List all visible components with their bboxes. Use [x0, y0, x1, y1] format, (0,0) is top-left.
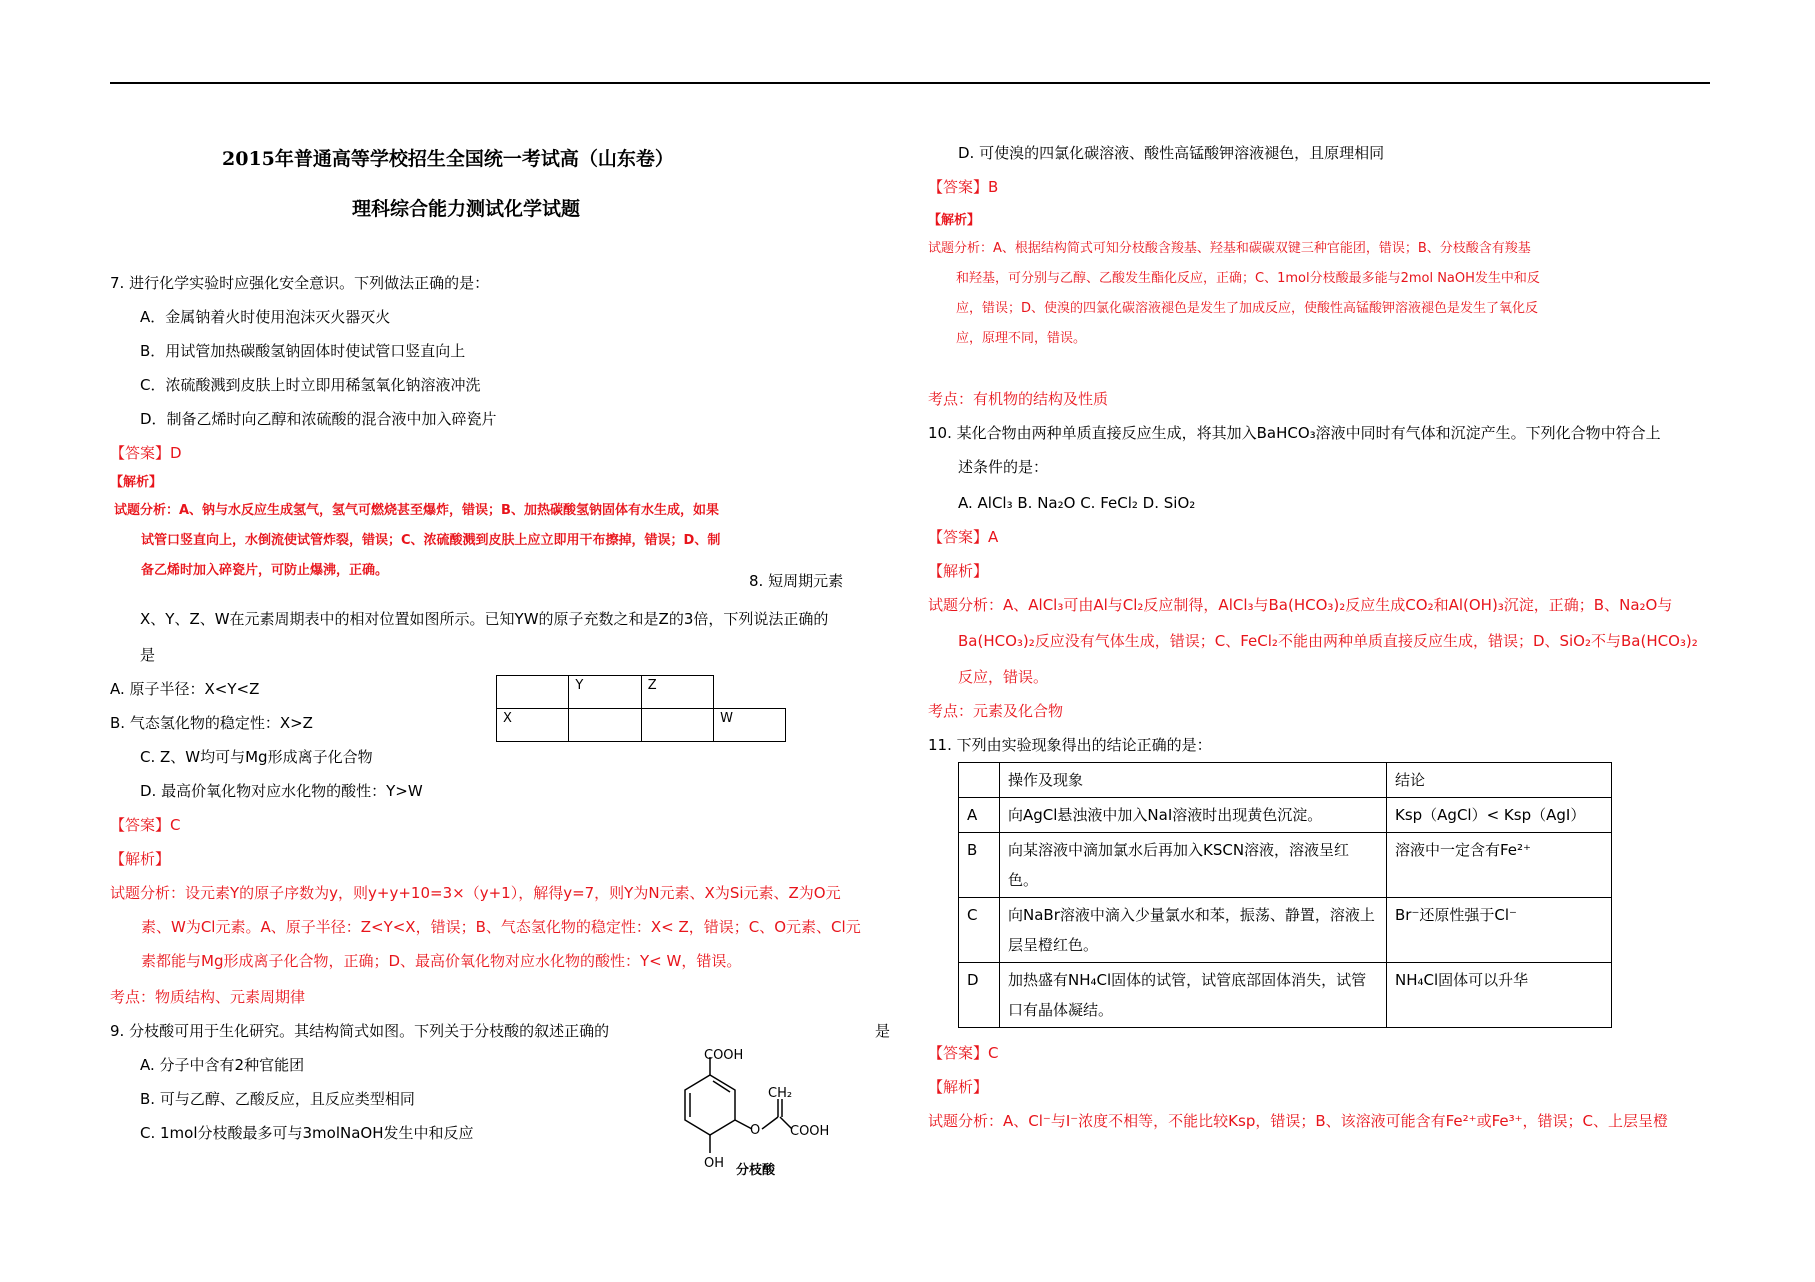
- table-cell: Ksp（AgCl）< Ksp（AgI）: [1387, 798, 1612, 833]
- q9-analysis-4: 应，原理不同，错误。: [956, 331, 1087, 346]
- q10-stem-1: 10. 某化合物由两种单质直接反应生成，将其加入BaHCO₃溶液中同时有气体和沉淀产生。下列化合物中符合上: [928, 424, 1661, 442]
- title-line-1: 2015年普通高等学校招生全国统一考试高（山东卷）: [222, 148, 674, 170]
- q8-stem-3: 是: [140, 646, 156, 664]
- q8-analysis-3: 素都能与Mg形成离子化合物，正确；D、最高价氧化物对应水化物的酸性：Y< W，错误。: [141, 952, 742, 970]
- table-cell: B: [959, 833, 1000, 898]
- q9-option-d: D. 可使溴的四氯化碳溶液、酸性高锰酸钾溶液褪色，且原理相同: [958, 144, 1385, 162]
- q10-answer: 【答案】A: [928, 528, 999, 546]
- table-cell: 向AgCl悬浊液中加入NaI溶液时出现黄色沉淀。: [1000, 798, 1387, 833]
- table-row: [959, 798, 1612, 833]
- struct-oh: OH: [704, 1156, 725, 1171]
- q10-kaodian: 考点：元素及化合物: [928, 702, 1064, 720]
- table-cell: A: [959, 798, 1000, 833]
- q7-option-a: A．金属钠着火时使用泡沫灭火器灭火: [140, 308, 391, 326]
- q9-analysis-3: 应，错误；D、使溴的四氯化碳溶液褪色是发生了加成反应，使酸性高锰酸钾溶液褪色是发生了氧化反: [956, 301, 1539, 316]
- q9-stem-tail: 是: [875, 1022, 891, 1040]
- q10-analysis-2: Ba(HCO₃)₂反应没有气体生成，错误；C、FeCl₂不能由两种单质直接反应生成，错误；D、SiO₂不与Ba(HCO₃)₂: [958, 632, 1698, 650]
- q9-option-b: B. 可与乙醇、乙酸反应，且反应类型相同: [140, 1090, 415, 1108]
- struct-cooh-side: COOH: [790, 1124, 830, 1139]
- header-rule: [110, 82, 1710, 84]
- q10-analysis-3: 反应，错误。: [958, 668, 1049, 686]
- table-header-cell: 操作及现象: [1000, 763, 1387, 798]
- q8-stem-1: 8. 短周期元素: [749, 572, 844, 590]
- q11-answer: 【答案】C: [928, 1044, 999, 1062]
- q7-option-d: D．制备乙烯时向乙醇和浓硫酸的混合液中加入碎瓷片: [140, 410, 497, 428]
- title-line-2: 理科综合能力测试化学试题: [352, 198, 581, 220]
- q11-analysis-label: 【解析】: [928, 1078, 989, 1096]
- q9-option-c: C. 1mol分枝酸最多可与3molNaOH发生中和反应: [140, 1124, 474, 1142]
- table-cell: C: [959, 898, 1000, 963]
- q7-analysis-3: 备乙烯时加入碎瓷片，可防止爆沸，正确。: [141, 563, 389, 578]
- struct-ch2: CH₂: [768, 1086, 793, 1101]
- q8-option-b: B. 气态氢化物的稳定性：X>Z: [110, 714, 313, 732]
- table-header-cell: 结论: [1387, 763, 1612, 798]
- q9-stem: 9. 分枝酸可用于生化研究。其结构简式如图。下列关于分枝酸的叙述正确的: [110, 1022, 610, 1040]
- q8-option-a: A. 原子半径：X<Y<Z: [110, 680, 260, 698]
- q8-kaodian: 考点：物质结构、元素周期律: [110, 988, 306, 1006]
- q7-stem: 7. 进行化学实验时应强化安全意识。下列做法正确的是：: [110, 274, 490, 292]
- grid-cell: [641, 709, 713, 742]
- struct-cooh-top: COOH: [704, 1048, 744, 1063]
- table-row: [959, 833, 1612, 898]
- chorismic-acid-structure: [680, 1045, 850, 1175]
- experiment-table: [958, 762, 1612, 1028]
- q8-option-c: C. Z、W均可与Mg形成离子化合物: [140, 748, 373, 766]
- q11-stem: 11. 下列由实验现象得出的结论正确的是：: [928, 736, 1212, 754]
- q9-option-a: A. 分子中含有2种官能团: [140, 1056, 305, 1074]
- grid-cell: X: [497, 709, 569, 742]
- q9-analysis-1: 试题分析：A、根据结构简式可知分枝酸含羧基、羟基和碳碳双键三种官能团，错误；B、分枝酸含有羧基: [928, 241, 1531, 256]
- table-cell: 向某溶液中滴加氯水后再加入KSCN溶液，溶液呈红色。: [1000, 833, 1387, 898]
- q7-option-b: B．用试管加热碳酸氢钠固体时使试管口竖直向上: [140, 342, 466, 360]
- q9-analysis-label: 【解析】: [928, 213, 981, 228]
- q7-answer: 【答案】D: [110, 444, 182, 462]
- struct-name: 分枝酸: [736, 1163, 776, 1178]
- q9-kaodian: 考点：有机物的结构及性质: [928, 390, 1109, 408]
- q10-analysis-label: 【解析】: [928, 562, 989, 580]
- q8-option-d: D. 最高价氧化物对应水化物的酸性：Y>W: [140, 782, 423, 800]
- table-row: [959, 898, 1612, 963]
- q11-analysis-1: 试题分析：A、Cl⁻与I⁻浓度不相等，不能比较Ksp，错误；B、该溶液可能含有Fe²⁺或Fe³⁺，错误；C、上层呈橙: [928, 1112, 1669, 1130]
- grid-cell: [714, 676, 786, 709]
- table-cell: D: [959, 963, 1000, 1028]
- grid-cell: [497, 676, 569, 709]
- q8-stem-2: X、Y、Z、W在元素周期表中的相对位置如图所示。已知YW的原子充数之和是Z的3倍，下列说法正确的: [140, 610, 829, 628]
- table-cell: 向NaBr溶液中滴入少量氯水和苯，振荡、静置，溶液上层呈橙红色。: [1000, 898, 1387, 963]
- table-row: [959, 963, 1612, 1028]
- table-cell: NH₄Cl固体可以升华: [1387, 963, 1612, 1028]
- q7-analysis-1: 试题分析：A、钠与水反应生成氢气，氢气可燃烧甚至爆炸，错误；B、加热碳酸氢钠固体有水生成，如果: [114, 503, 719, 518]
- q8-answer: 【答案】C: [110, 816, 181, 834]
- q10-options: A. AlCl₃ B. Na₂O C. FeCl₂ D. SiO₂: [958, 494, 1196, 512]
- q7-analysis-2: 试管口竖直向上，水倒流使试管炸裂，错误；C、浓硫酸溅到皮肤上应立即用干布擦掉，错误；D、制: [141, 533, 721, 548]
- grid-cell: W: [714, 709, 786, 742]
- q10-analysis-1: 试题分析：A、AlCl₃可由Al与Cl₂反应制得，AlCl₃与Ba(HCO₃)₂反应生成CO₂和Al(OH)₃沉淀，正确；B、Na₂O与: [928, 596, 1673, 614]
- q7-analysis-label: 【解析】: [110, 475, 163, 490]
- grid-cell: Y: [569, 676, 641, 709]
- grid-cell: [569, 709, 641, 742]
- table-cell: 溶液中一定含有Fe²⁺: [1387, 833, 1612, 898]
- q9-answer: 【答案】B: [928, 178, 999, 196]
- q9-analysis-2: 和羟基，可分别与乙醇、乙酸发生酯化反应，正确；C、1mol分枝酸最多能与2mol NaOH发生中和反: [956, 271, 1540, 286]
- q8-analysis-1: 试题分析：设元素Y的原子序数为y，则y+y+10=3×（y+1），解得y=7，则Y为N元素、X为Si元素、Z为O元: [110, 884, 841, 902]
- q8-analysis-2: 素、W为Cl元素。A、原子半径：Z<Y<X，错误；B、气态氢化物的稳定性：X< Z，错误；C、O元素、Cl元: [141, 918, 861, 936]
- q7-option-c: C．浓硫酸溅到皮肤上时立即用稀氢氧化钠溶液冲洗: [140, 376, 481, 394]
- q10-stem-2: 述条件的是：: [958, 458, 1049, 476]
- q8-analysis-label: 【解析】: [110, 850, 171, 868]
- table-header-cell: [959, 763, 1000, 798]
- grid-cell: Z: [641, 676, 713, 709]
- table-cell: Br⁻还原性强于Cl⁻: [1387, 898, 1612, 963]
- periodic-table-grid: [496, 675, 786, 742]
- struct-o: O: [750, 1123, 761, 1138]
- table-cell: 加热盛有NH₄Cl固体的试管，试管底部固体消失，试管口有晶体凝结。: [1000, 963, 1387, 1028]
